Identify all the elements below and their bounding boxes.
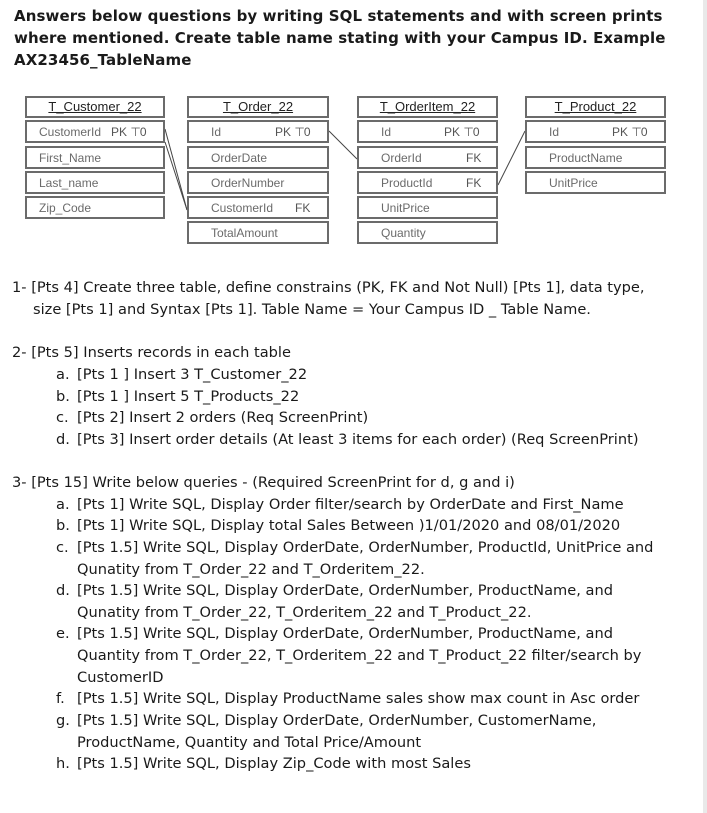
q2-item-text: [Pts 3] Insert order details (At least 3 items for each order) (Req ScreenPrint)	[77, 431, 639, 448]
q3-item-letter: h.	[56, 755, 70, 772]
q3-item-text: Qunatity from T_Order_22, T_Orderitem_22 and T_Product_22.	[77, 604, 532, 621]
field-row: Last_name	[25, 171, 165, 194]
q3-item-letter: e.	[56, 625, 70, 642]
key-icon: ⊤0	[130, 125, 146, 139]
field-row: First_Name	[25, 146, 165, 169]
q1-line-2: size [Pts 1] and Syntax [Pts 1]. Table Name = Your Campus ID _ Table Name.	[33, 301, 591, 318]
field-row: OrderId FK	[357, 146, 498, 169]
field-row: Zip_Code	[25, 196, 165, 219]
q3-item-text: [Pts 1] Write SQL, Display total Sales Between )1/01/2020 and 08/01/2020	[77, 517, 621, 534]
key-icon: ⊤0	[463, 125, 479, 139]
q3-item-text: Quantity from T_Order_22, T_Orderitem_22 and T_Product_22 filter/search by	[77, 647, 642, 664]
heading-line-2: where mentioned. Create table name stating with your Campus ID. Example	[14, 29, 666, 47]
q3-item-letter: c.	[56, 539, 69, 556]
q3-item-letter: a.	[56, 496, 70, 513]
key-icon: ⊤0	[294, 125, 310, 139]
field-row: TotalAmount	[187, 221, 329, 244]
q3-item-letter: b.	[56, 517, 70, 534]
q2-item-letter: a.	[56, 366, 70, 383]
q3-intro: 3- [Pts 15] Write below queries - (Required ScreenPrint for d, g and i)	[12, 474, 515, 491]
table-order-title: T_Order_22	[187, 96, 329, 118]
table-orderitem-title: T_OrderItem_22	[357, 96, 498, 118]
field-row: OrderNumber	[187, 171, 329, 194]
q2-item-letter: b.	[56, 388, 70, 405]
q3-item-text: [Pts 1.5] Write SQL, Display OrderDate, OrderNumber, ProductName, and	[77, 582, 613, 599]
q2-item-letter: d.	[56, 431, 70, 448]
q3-item-text: [Pts 1] Write SQL, Display Order filter/search by OrderDate and First_Name	[77, 496, 624, 513]
heading-line-3: AX23456_TableName	[14, 51, 192, 69]
table-product-title: T_Product_22	[525, 96, 666, 118]
q3-item-text: [Pts 1.5] Write SQL, Display Zip_Code with most Sales	[77, 755, 471, 772]
q3-item-letter: d.	[56, 582, 70, 599]
q3-item-text: [Pts 1.5] Write SQL, Display ProductName sales show max count in Asc order	[77, 690, 640, 707]
heading-line-1: Answers below questions by writing SQL statements and with screen prints	[14, 7, 663, 25]
field-row: Id PK ⊤0	[357, 120, 498, 143]
field-row: CustomerId PK ⊤0	[25, 120, 165, 143]
q2-item-text: [Pts 1 ] Insert 5 T_Products_22	[77, 388, 300, 405]
field-row: UnitPrice	[525, 171, 666, 194]
q3-item-text: [Pts 1.5] Write SQL, Display OrderDate, OrderNumber, ProductId, UnitPrice and	[77, 539, 654, 556]
q2-item-text: [Pts 2] Insert 2 orders (Req ScreenPrint)	[77, 409, 369, 426]
field-row: ProductName	[525, 146, 666, 169]
field-row: Quantity	[357, 221, 498, 244]
q3-item-text: ProductName, Quantity and Total Price/Amount	[77, 734, 422, 751]
q3-item-text: [Pts 1.5] Write SQL, Display OrderDate, OrderNumber, ProductName, and	[77, 625, 613, 642]
er-diagram	[0, 0, 707, 260]
q3-item-text: [Pts 1.5] Write SQL, Display OrderDate, OrderNumber, CustomerName,	[77, 712, 597, 729]
q2-item-text: [Pts 1 ] Insert 3 T_Customer_22	[77, 366, 308, 383]
table-customer-title: T_Customer_22	[25, 96, 165, 118]
q2-intro: 2- [Pts 5] Inserts records in each table	[12, 344, 291, 361]
q2-item-letter: c.	[56, 409, 69, 426]
field-row: CustomerId FK	[187, 196, 329, 219]
q1-line-1: 1- [Pts 4] Create three table, define constrains (PK, FK and Not Null) [Pts 1], data type,	[12, 279, 645, 296]
field-row: OrderDate	[187, 146, 329, 169]
field-row: Id PK ⊤0	[187, 120, 329, 143]
field-row: UnitPrice	[357, 196, 498, 219]
field-row: ProductId FK	[357, 171, 498, 194]
key-icon: ⊤0	[631, 125, 647, 139]
field-row: Id PK ⊤0	[525, 120, 666, 143]
q3-item-text: CustomerID	[77, 669, 164, 686]
q3-item-text: Qunatity from T_Order_22 and T_Orderitem_22.	[77, 561, 425, 578]
q3-item-letter: f.	[56, 690, 65, 707]
q3-item-letter: g.	[56, 712, 70, 729]
